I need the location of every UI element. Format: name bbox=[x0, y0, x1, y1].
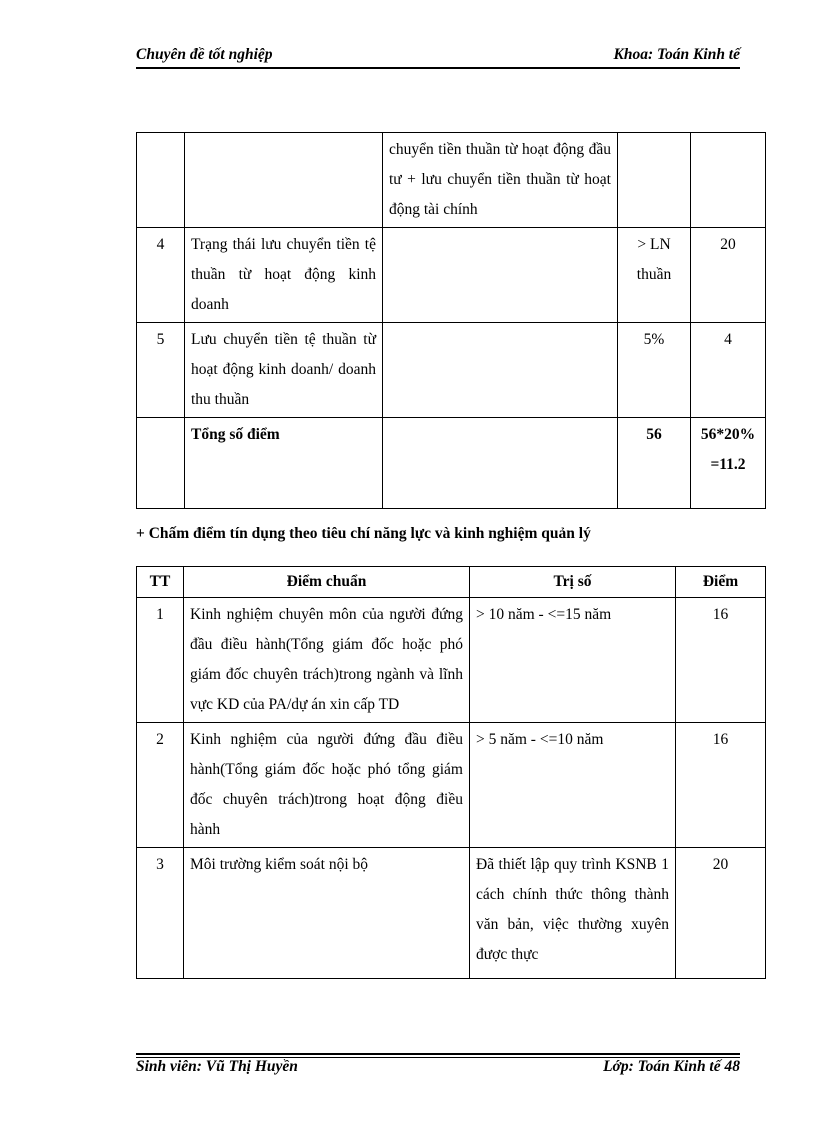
table-row bbox=[137, 598, 766, 723]
table-row bbox=[137, 723, 766, 848]
table-row bbox=[137, 133, 766, 228]
tt-cell: 1 bbox=[137, 598, 184, 723]
criteria-cell: Kinh nghiệm chuyên môn của người đứng đầu điều hành(Tổng giám đốc hoặc phó giám đốc chuyên trách)trong ngành và lĩnh vực KD của PA/dự án xin cấp TD bbox=[184, 598, 470, 723]
total-value: 56 bbox=[618, 418, 691, 509]
section-title: + Chấm điểm tín dụng theo tiêu chí năng lực và kinh nghiệm quản lý bbox=[136, 525, 591, 542]
header-faculty: Khoa: Toán Kinh tế bbox=[613, 46, 740, 63]
tt-cell: 3 bbox=[137, 848, 184, 979]
header-criteria: Điểm chuẩn bbox=[184, 567, 470, 598]
formula-cell bbox=[383, 228, 618, 323]
criteria-cell bbox=[185, 133, 383, 228]
header-value: Trị số bbox=[470, 567, 676, 598]
footer-class-page: Lớp: Toán Kinh tế 48 bbox=[603, 1058, 740, 1075]
header-thesis-title: Chuyên đề tốt nghiệp bbox=[136, 46, 273, 63]
total-score: 56*20%=11.2 bbox=[691, 418, 766, 509]
tt-cell: 5 bbox=[137, 323, 185, 418]
total-row bbox=[137, 418, 766, 509]
financial-criteria-table bbox=[136, 132, 766, 509]
formula-cell bbox=[383, 418, 618, 509]
header-rule bbox=[136, 67, 740, 69]
criteria-cell: Lưu chuyển tiền tệ thuần từ hoạt động kinh doanh/ doanh thu thuần bbox=[185, 323, 383, 418]
score-cell: 20 bbox=[676, 848, 766, 979]
header-tt: TT bbox=[137, 567, 184, 598]
footer-student: Sinh viên: Vũ Thị Huyền bbox=[136, 1058, 298, 1075]
tt-cell bbox=[137, 133, 185, 228]
score-cell: 16 bbox=[676, 598, 766, 723]
criteria-cell: Môi trường kiểm soát nội bộ bbox=[184, 848, 470, 979]
tt-cell: 2 bbox=[137, 723, 184, 848]
total-label: Tổng số điểm bbox=[185, 418, 383, 509]
page-header bbox=[136, 46, 740, 68]
score-cell: 4 bbox=[691, 323, 766, 418]
criteria-cell: Kinh nghiệm của người đứng đầu điều hành(Tổng giám đốc hoặc phó tổng giám đốc chuyên trách)trong hoạt động điều hành bbox=[184, 723, 470, 848]
management-criteria-table bbox=[136, 566, 766, 979]
value-cell: 5% bbox=[618, 323, 691, 418]
value-cell: > LN thuần bbox=[618, 228, 691, 323]
header-score: Điểm bbox=[676, 567, 766, 598]
table-row bbox=[137, 228, 766, 323]
score-cell bbox=[691, 133, 766, 228]
tt-cell: 4 bbox=[137, 228, 185, 323]
footer-rule bbox=[136, 1053, 740, 1055]
table-row bbox=[137, 848, 766, 979]
criteria-cell: Trạng thái lưu chuyển tiền tệ thuần từ hoạt động kinh doanh bbox=[185, 228, 383, 323]
score-cell: 20 bbox=[691, 228, 766, 323]
table-header-row bbox=[137, 567, 766, 598]
value-cell: > 10 năm - <=15 năm bbox=[470, 598, 676, 723]
page-footer bbox=[136, 1058, 740, 1080]
formula-cell bbox=[383, 323, 618, 418]
score-cell: 16 bbox=[676, 723, 766, 848]
value-cell bbox=[618, 133, 691, 228]
value-cell: Đã thiết lập quy trình KSNB 1 cách chính thức thông thành văn bản, việc thường xuyên được thực bbox=[470, 848, 676, 979]
formula-cell: chuyển tiền thuần từ hoạt động đầu tư + lưu chuyển tiền thuần từ hoạt động tài chính bbox=[383, 133, 618, 228]
value-cell: > 5 năm - <=10 năm bbox=[470, 723, 676, 848]
tt-cell bbox=[137, 418, 185, 509]
table-row bbox=[137, 323, 766, 418]
